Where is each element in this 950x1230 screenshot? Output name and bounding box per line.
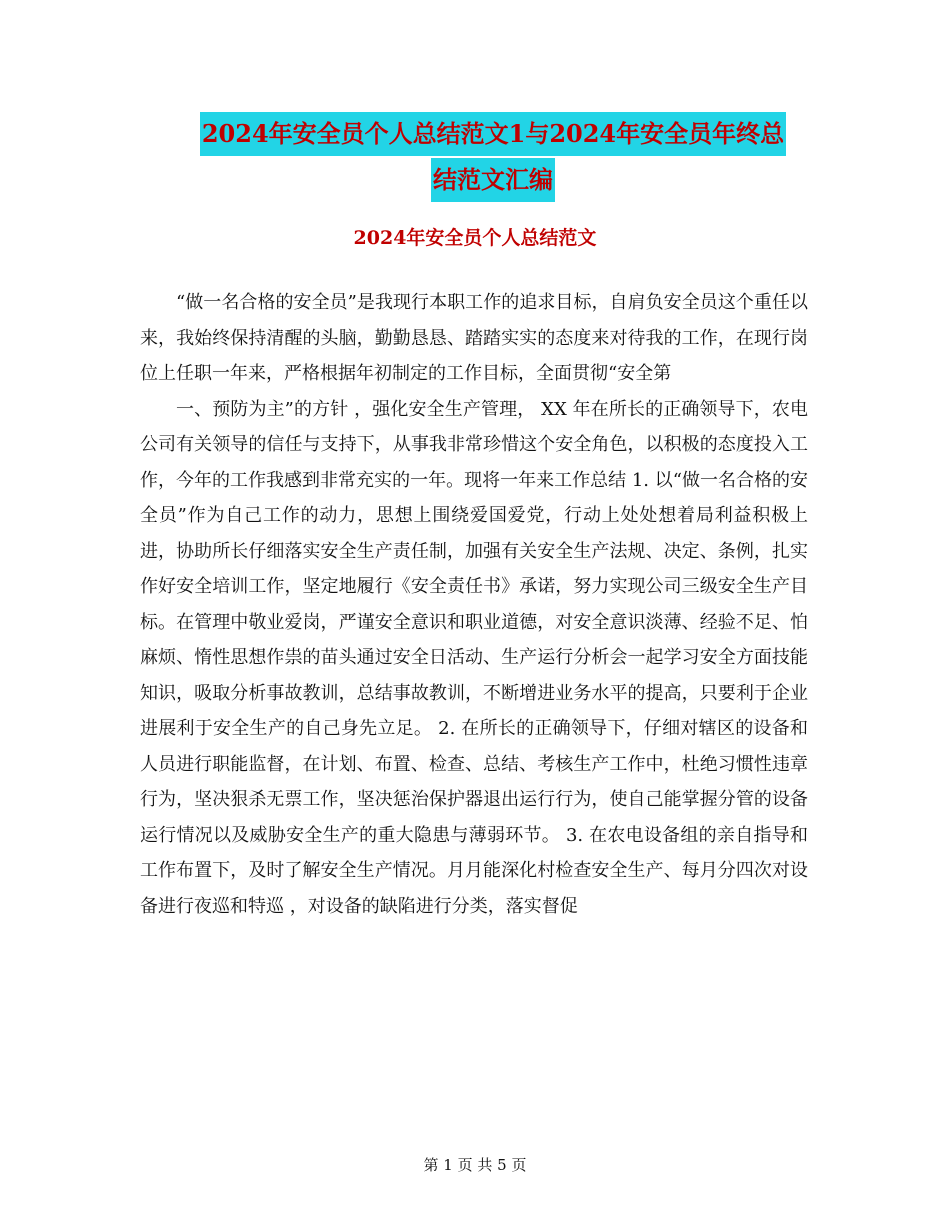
- body-text: [140, 285, 808, 924]
- document-title: [143, 112, 843, 202]
- page-footer: 第 1 页 共 5 页: [423, 1156, 527, 1174]
- section-title: 2024年安全员个人总结范文: [353, 227, 597, 249]
- document-title-line-2: 结范文汇编: [431, 158, 555, 202]
- paragraph: “做一名合格的安全员”是我现行本职工作的追求目标，自肩负安全员这个重任以来，我始终保持清醒的头脑，勤勤恳恳、踏踏实实的态度来对待我的工作，在现行岗位上任职一年来，严格根据年初制定的工作目标，全面贯彻“安全第: [140, 292, 808, 384]
- document-title-line-1: 2024年安全员个人总结范文1与2024年安全员年终总: [200, 112, 786, 156]
- paragraph: 一、预防为主”的方针 ，强化安全生产管理， XX 年在所长的正确领导下，农电公司有关领导的信任与支持下，从事我非常珍惜这个安全角色，以积极的态度投入工作，今年的工作我感到非常充实的一年。现将一年来工作总结 1. 以“做一名合格的安全员”作为自己工作的动力，思想上围绕爱国爱党，行动上处处想着局利益积极上进，协助所长仔细落实安全生产责任制，加强有关安全生产法规、决定、条例，扎实作好安全培训工作，坚定地履行《安全责任书》承诺，努力实现公司三级安全生产目标。在管理中敬业爱岗，严谨安全意识和职业道德，对安全意识淡薄、经验不足、怕麻烦、惰性思想作祟的苗头通过安全日活动、生产运行分析会一起学习安全方面技能知识，吸取分析事故教训，总结事故教训，不断增进业务水平的提高，只要利于企业进展利于安全生产的自己身先立足。 2. 在所长的正确领导下，仔细对辖区的设备和人员进行职能监督，在计划、布置、检查、总结、考核生产工作中，杜绝习惯性违章行为，坚决狠杀无票工作，坚决惩治保护器退出运行行为，使自己能掌握分管的设备运行情况以及威胁安全生产的重大隐患与薄弱环节。 3. 在农电设备组的亲自指导和工作布置下，及时了解安全生产情况。月月能深化村检查安全生产、每月分四次对设备进行夜巡和特巡 ，对设备的缺陷进行分类，落实督促: [140, 398, 808, 917]
